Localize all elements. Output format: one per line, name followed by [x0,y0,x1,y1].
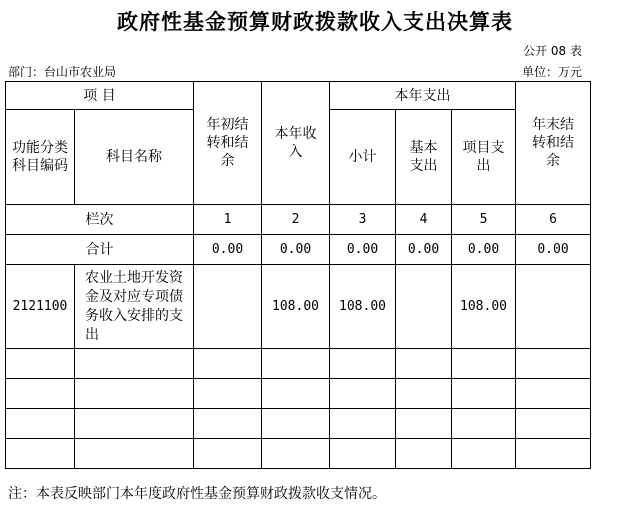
empty-row [6,439,591,469]
header-basic-expense: 基本支出 [396,110,452,205]
header-closing-balance: 年末结转和结余 [516,82,591,205]
project-expense-cell: 108.00 [452,265,516,349]
header-current-expense: 本年支出 [330,82,516,110]
subject-name: 农业土地开发资金及对应专项债务收入安排的支出 [75,265,194,349]
column-index-3: 3 [330,205,396,235]
fund-budget-table [5,81,591,469]
total-value: 0.00 [516,235,591,265]
header-current-income: 本年收入 [262,82,330,205]
header-subject-name: 科目名称 [75,110,194,205]
column-index-5: 5 [452,205,516,235]
total-value: 0.00 [330,235,396,265]
total-row [6,235,591,265]
subject-code: 2121100 [6,265,75,349]
closing-balance-cell [516,265,591,349]
table-row [6,265,591,349]
empty-row [6,349,591,379]
column-index-label: 栏次 [6,205,194,235]
unit-label: 单位：万元 [521,65,582,79]
report-title: 政府性基金预算财政拨款收入支出决算表 [117,9,513,34]
column-index-1: 1 [194,205,262,235]
table-note: 注：本表反映部门本年度政府性基金预算财政拨款收支情况。 [8,486,386,502]
total-label: 合计 [6,235,194,265]
form-code: 公开 08 表 [523,44,582,58]
empty-row [6,379,591,409]
subtotal-cell: 108.00 [330,265,396,349]
income-cell: 108.00 [262,265,330,349]
total-value: 0.00 [396,235,452,265]
column-index-row [6,205,591,235]
total-value: 0.00 [194,235,262,265]
header-item: 项 目 [6,82,194,110]
header-opening-balance: 年初结转和结余 [194,82,262,205]
department-label: 部门：台山市农业局 [8,65,117,79]
column-index-2: 2 [262,205,330,235]
header-function-code: 功能分类科目编码 [6,110,75,205]
total-value: 0.00 [452,235,516,265]
header-project-expense: 项目支出 [452,110,516,205]
column-index-6: 6 [516,205,591,235]
opening-balance-cell [194,265,262,349]
empty-row [6,409,591,439]
column-index-4: 4 [396,205,452,235]
header-expense-subtotal: 小计 [330,110,396,205]
total-value: 0.00 [262,235,330,265]
basic-expense-cell [396,265,452,349]
